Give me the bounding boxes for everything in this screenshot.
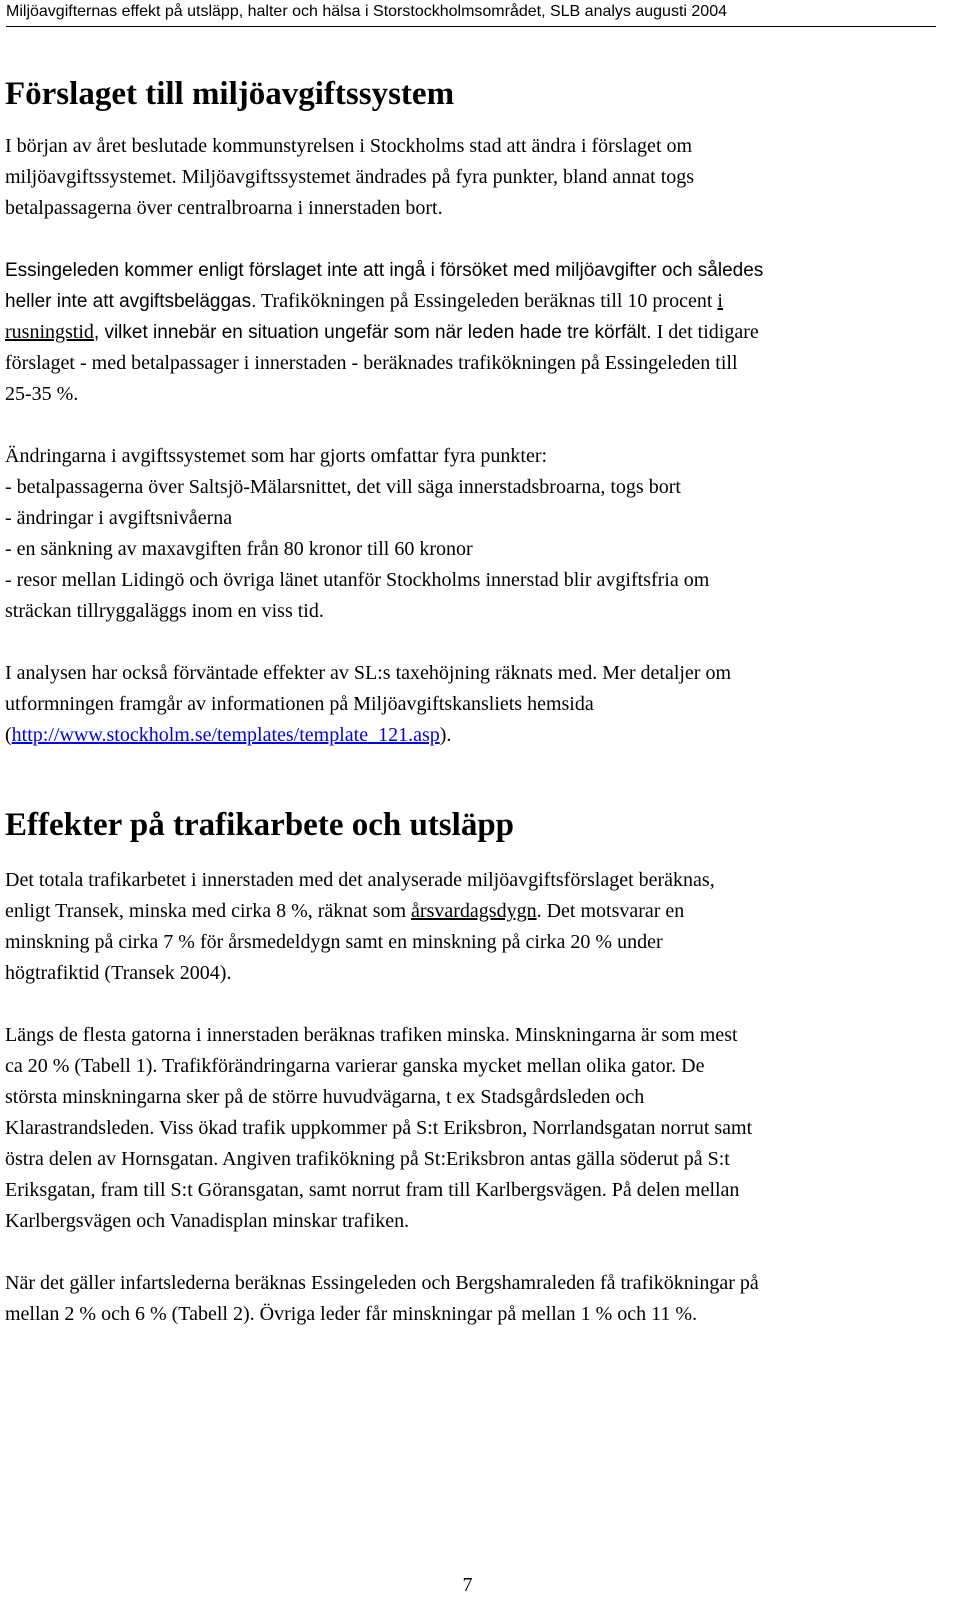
- list-item: - resor mellan Lidingö och övriga länet utanför Stockholms innerstad blir avgiftsfria om: [5, 569, 710, 591]
- text-line: [5, 286, 940, 317]
- text-line: I början av året beslutade kommunstyrelsen i Stockholms stad att ändra i förslaget om: [5, 135, 693, 157]
- paragraph-decision: [5, 131, 940, 224]
- text-line: Eriksgatan, fram till S:t Göransgatan, samt norrut fram till Karlbergsvägen. På delen mellan: [5, 1179, 740, 1201]
- text-fragment: I det tidigare: [651, 321, 759, 343]
- paragraph-analysis: [5, 658, 940, 751]
- paragraph-access-roads: [5, 1268, 940, 1330]
- text-line: Ändringarna i avgiftssystemet som har gjorts omfattar fyra punkter:: [5, 445, 548, 467]
- underlined-text: i: [717, 290, 723, 312]
- underlined-text: rusningstid: [5, 321, 94, 343]
- text-line: Karlbergsvägen och Vanadisplan minskar trafiken.: [5, 1210, 410, 1232]
- text-line: östra delen av Hornsgatan. Angiven trafikökning på St:Eriksbron antas gälla söderut på S:t: [5, 1148, 730, 1170]
- text-line: största minskningarna sker på de större huvudvägarna, t ex Stadsgårdsleden och: [5, 1086, 645, 1108]
- text-line: Det totala trafikarbetet i innerstaden med det analyserade miljöavgiftsförslaget beräknas,: [5, 869, 715, 891]
- header-rule: [6, 26, 936, 27]
- text-line: Essingeleden kommer enligt förslaget inte att ingå i försöket med miljöavgifter och således: [5, 260, 764, 281]
- paragraph-essingeleden: [5, 255, 940, 410]
- text-line: sträckan tillryggaläggs inom en viss tid.: [5, 600, 324, 622]
- text-fragment: Trafikökningen på Essingeleden beräknas till 10 procent: [256, 290, 718, 312]
- text-line: Längs de flesta gatorna i innerstaden beräknas trafiken minska. Minskningarna är som mest: [5, 1024, 738, 1046]
- text-line: förslaget - med betalpassager i innerstaden - beräknades trafikökningen på Essingeleden till: [5, 352, 738, 374]
- text-line: högtrafiktid (Transek 2004).: [5, 962, 232, 984]
- text-line: [5, 317, 940, 348]
- running-header: Miljöavgifternas effekt på utsläpp, halter och hälsa i Storstockholmsområdet, SLB analys augusti 2004: [6, 3, 727, 20]
- text-line: betalpassagerna över centralbroarna i innerstaden bort.: [5, 197, 443, 219]
- text-line: [5, 896, 940, 927]
- text-fragment: . Det motsvarar en: [536, 900, 685, 922]
- text-line: miljöavgiftssystemet. Miljöavgiftssystemet ändrades på fyra punkter, bland annat togs: [5, 166, 695, 188]
- text-fragment: heller inte att avgiftsbeläggas.: [5, 291, 257, 312]
- text-fragment: enligt Transek, minska med cirka 8 %, räknat som: [5, 900, 412, 922]
- paragraph-streets: [5, 1020, 940, 1237]
- underlined-text: årsvardagsdygn: [411, 900, 537, 922]
- section-title-effects: Effekter på trafikarbete och utsläpp: [5, 807, 515, 843]
- text-line: mellan 2 % och 6 % (Tabell 2). Övriga leder får minskningar på mellan 1 % och 11 %.: [5, 1303, 698, 1325]
- text-fragment: ).: [439, 724, 452, 746]
- text-line: I analysen har också förväntade effekter av SL:s taxehöjning räknats med. Mer detaljer om: [5, 662, 732, 684]
- paragraph-traffic-total: [5, 865, 940, 989]
- page-content: [5, 72, 940, 1361]
- list-item: - ändringar i avgiftsnivåerna: [5, 507, 233, 529]
- section-title-proposal: Förslaget till miljöavgiftssystem: [5, 76, 455, 112]
- text-line: minskning på cirka 7 % för årsmedeldygn samt en minskning på cirka 20 % under: [5, 931, 663, 953]
- list-item: - betalpassagerna över Saltsjö-Mälarsnittet, det vill säga innerstadsbroarna, togs bort: [5, 476, 681, 498]
- text-line: 25-35 %.: [5, 383, 79, 405]
- text-line: Klarastrandsleden. Viss ökad trafik uppkommer på S:t Eriksbron, Norrlandsgatan norrut samt: [5, 1117, 753, 1139]
- list-item: - en sänkning av maxavgiften från 80 kronor till 60 kronor: [5, 538, 473, 560]
- text-fragment: (: [5, 724, 12, 746]
- text-line: utformningen framgår av informationen på Miljöavgiftskansliets hemsida: [5, 693, 594, 715]
- paragraph-changes-list: [5, 441, 940, 627]
- text-fragment: , vilket innebär en situation ungefär som när leden hade tre körfält.: [93, 322, 652, 343]
- text-line: [5, 720, 940, 751]
- stockholm-website-link[interactable]: http://www.stockholm.se/templates/template_121.asp: [11, 724, 440, 746]
- page-number: 7: [462, 1574, 473, 1596]
- text-line: När det gäller infartslederna beräknas Essingeleden och Bergshamraleden få trafikökningar på: [5, 1272, 759, 1294]
- text-line: ca 20 % (Tabell 1). Trafikförändringarna varierar ganska mycket mellan olika gator. De: [5, 1055, 705, 1077]
